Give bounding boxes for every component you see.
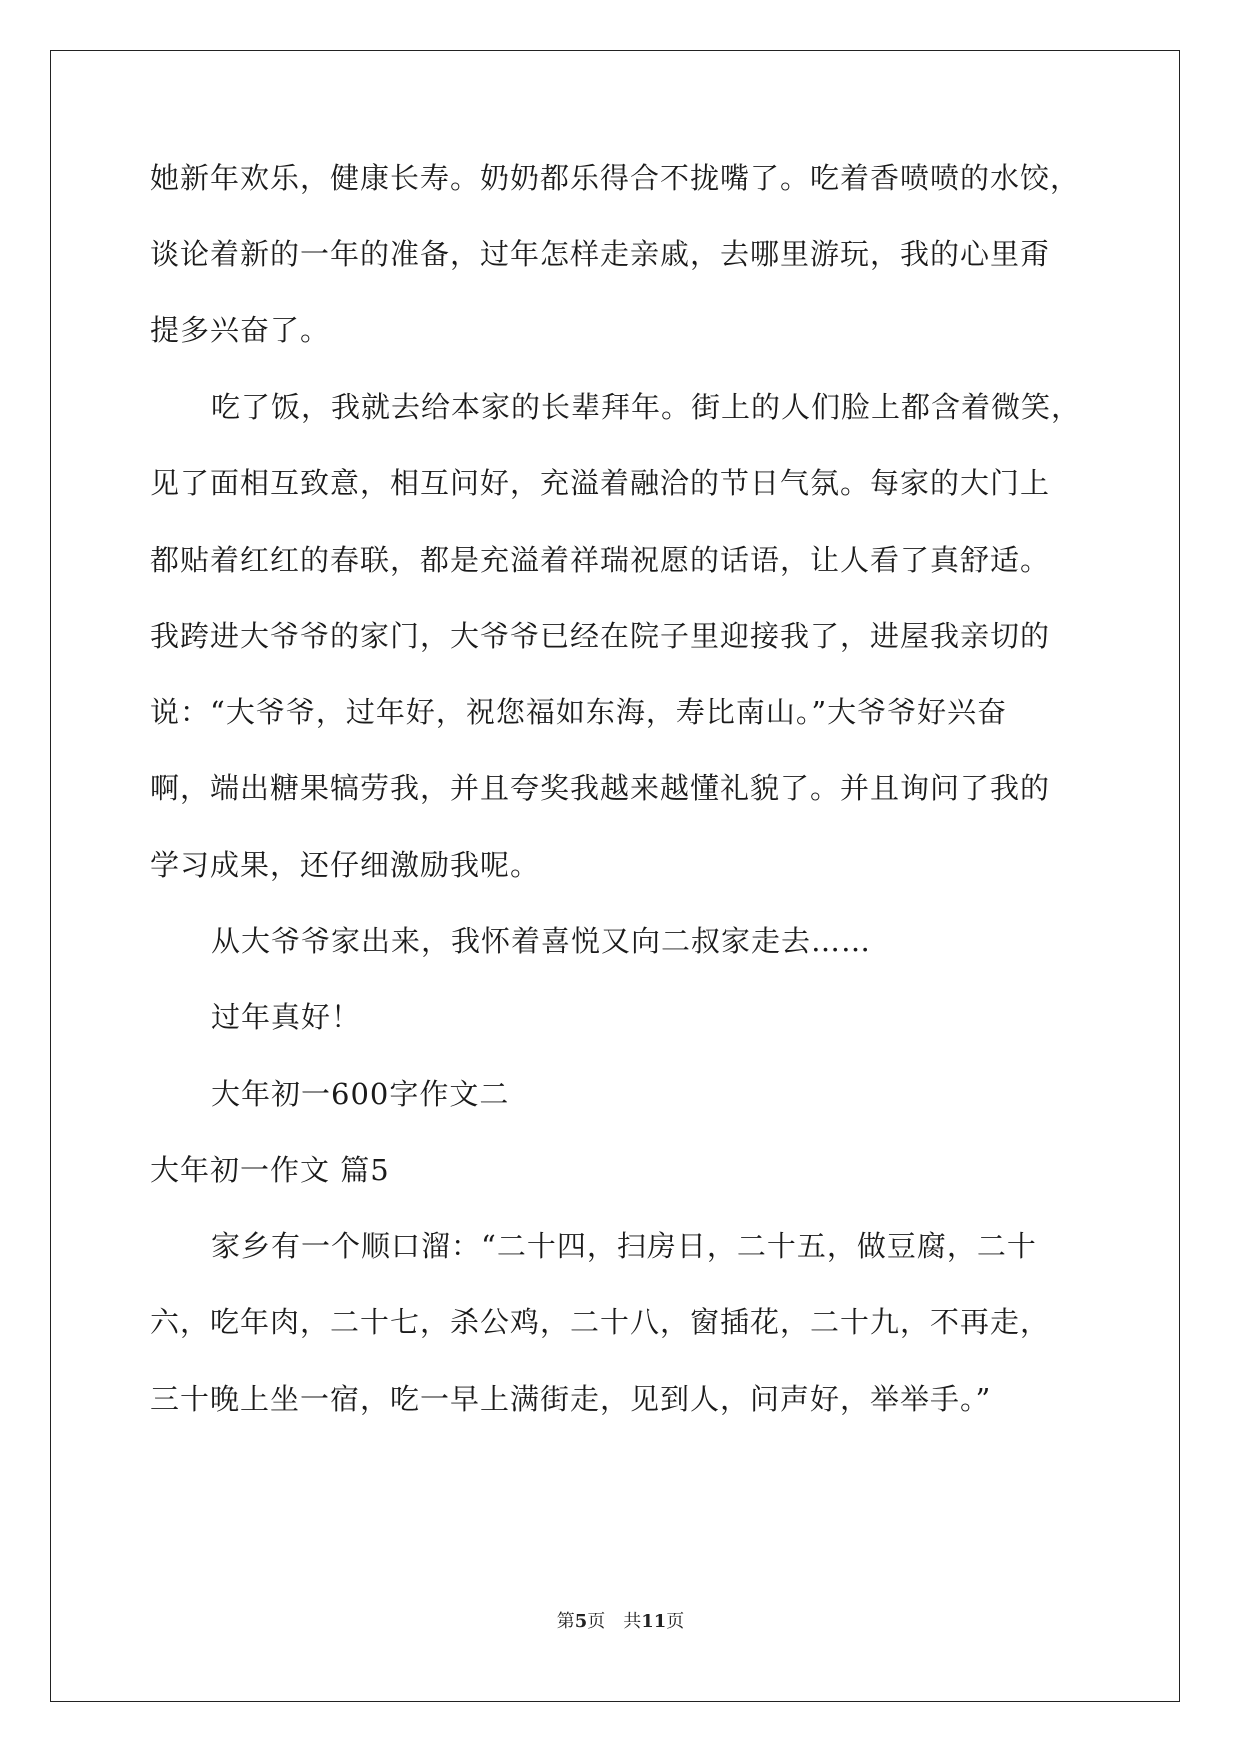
- text-line: 啊，端出糖果犒劳我，并且夸奖我越来越懂礼貌了。并且询问了我的: [150, 771, 1051, 805]
- text-line: 她新年欢乐，健康长寿。奶奶都乐得合不拢嘴了。吃着香喷喷的水饺，: [150, 161, 1081, 195]
- current-page-number: 5: [574, 1611, 588, 1632]
- text-line: 三十晚上坐一宿，吃一早上满街走，见到人，问声好，举举手。”: [150, 1382, 992, 1416]
- footer-mid: 页 共: [587, 1611, 642, 1632]
- text-line: 大年初一600字作文二: [211, 1077, 510, 1111]
- section-heading: 大年初一作文 篇5: [150, 1153, 390, 1187]
- text-line: 六，吃年肉，二十七，杀公鸡，二十八，窗插花，二十九，不再走，: [150, 1305, 1051, 1339]
- text-line: 见了面相互致意，相互问好，充溢着融洽的节日气氛。每家的大门上: [150, 466, 1051, 500]
- text-line: 家乡有一个顺口溜：“二十四，扫房日，二十五，做豆腐，二十: [211, 1229, 1037, 1263]
- text-line: 学习成果，还仔细激励我呢。: [150, 848, 541, 882]
- text-line: 都贴着红红的春联，都是充溢着祥瑞祝愿的话语，让人看了真舒适。: [150, 543, 1051, 577]
- text-line: 吃了饭，我就去给本家的长辈拜年。街上的人们脸上都含着微笑，: [211, 390, 1082, 424]
- text-line: 提多兴奋了。: [150, 313, 331, 347]
- text-line: 谈论着新的一年的准备，过年怎样走亲戚，去哪里游玩，我的心里甭: [150, 237, 1051, 271]
- text-line: 我跨进大爷爷的家门，大爷爷已经在院子里迎接我了，进屋我亲切的: [150, 619, 1051, 653]
- text-line: 从大爷爷家出来，我怀着喜悦又向二叔家走去……: [211, 924, 872, 958]
- text-line: 过年真好！: [211, 1000, 362, 1034]
- footer-prefix: 第: [556, 1611, 575, 1632]
- footer-suffix: 页: [666, 1611, 685, 1632]
- page-footer: [0, 1610, 1241, 1634]
- text-line: 说：“大爷爷，过年好，祝您福如东海，寿比南山。”大爷爷好兴奋: [150, 695, 1008, 729]
- total-page-number: 11: [641, 1611, 667, 1632]
